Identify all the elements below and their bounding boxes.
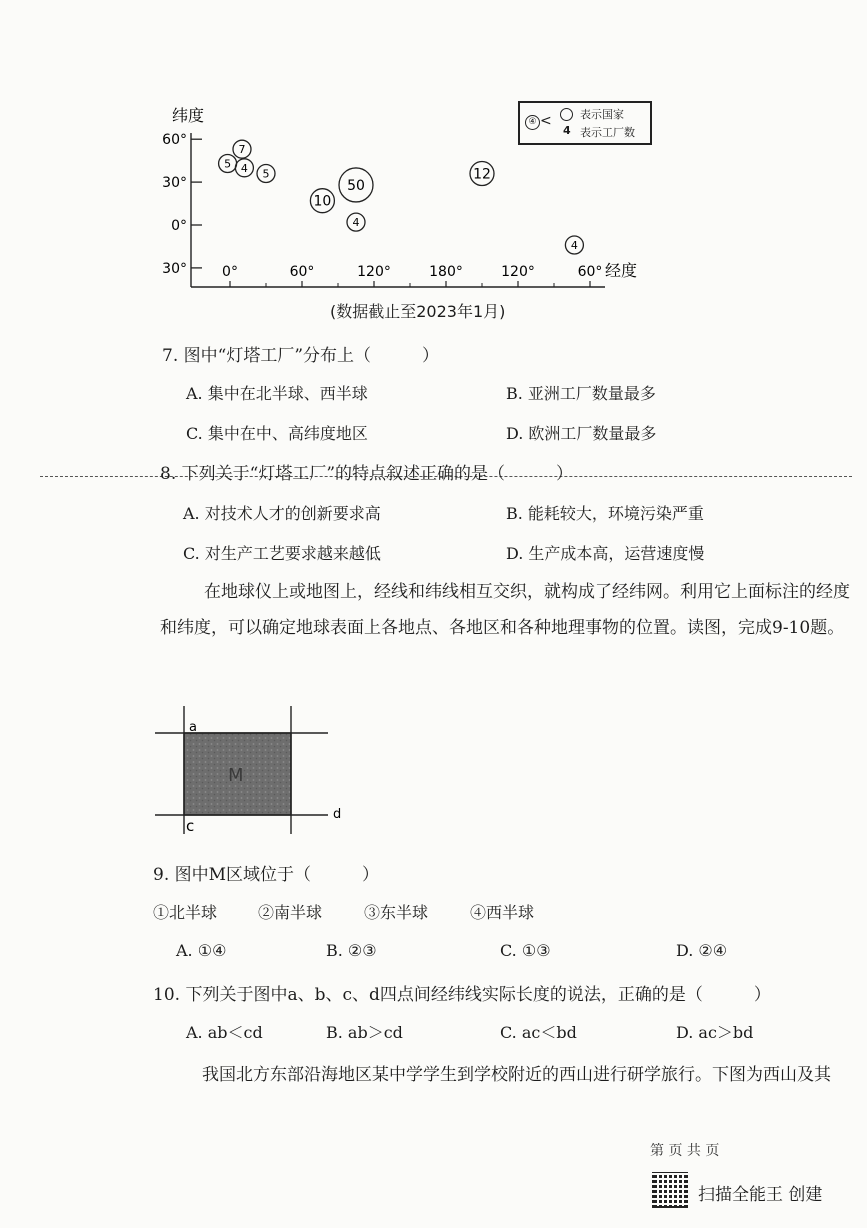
chart-legend [518,101,652,145]
q7-option-d[interactable]: D. 欧洲工厂数量最多 [506,424,657,443]
y-tick-label: 30° [162,175,187,192]
factory-count-label: 5 [262,167,270,181]
legend-arrow: < [540,113,552,129]
label-c: c [186,817,195,835]
question-8-stem: 8. 下列关于“灯塔工厂”的特点叙述正确的是（ ） [160,464,574,484]
factory-country-point [235,159,253,177]
q8-option-a[interactable]: A. 对技术人才的创新要求高 [183,504,381,523]
factory-count-label: 5 [224,157,232,171]
factory-country-point [233,140,251,158]
legend-country-text: 表示国家 [580,108,624,121]
factory-count-label: 50 [347,177,365,194]
legend-factory-text: 表示工厂数 [580,126,635,139]
factory-count-label: 4 [570,239,578,253]
x-tick-label: 120° [501,264,535,280]
factory-country-point [565,236,583,254]
x-axis-label: 经度 [605,261,638,280]
x-tick-label: 180° [429,264,463,280]
q10-option-d[interactable]: D. ac＞bd [676,1023,754,1042]
q7-option-a[interactable]: A. 集中在北半球、西半球 [186,384,368,403]
q9-option-d[interactable]: D. ②④ [676,941,728,960]
legend-example-number: ④ [528,117,537,127]
q10-option-b[interactable]: B. ab＞cd [326,1023,403,1042]
q9-choice-4: ④西半球 [470,903,535,922]
page-number: 第 页 共 页 [650,1143,720,1159]
q9-option-a[interactable]: A. ①④ [176,941,227,960]
q10-option-a[interactable]: A. ab＜cd [186,1023,263,1042]
q7-option-c[interactable]: C. 集中在中、高纬度地区 [186,424,368,443]
field-trip-passage: 我国北方东部沿海地区某中学学生到学校附近的西山进行研学旅行。下图为西山及其 [202,1065,831,1085]
question-9-stem: 9. 图中M区域位于（ ） [153,865,380,885]
scanner-watermark: 扫描全能王 创建 [698,1185,823,1205]
q7-option-b[interactable]: B. 亚洲工厂数量最多 [506,384,656,403]
q10-option-c[interactable]: C. ac＜bd [500,1023,577,1042]
legend-country-symbol [560,108,573,121]
factory-country-point [310,189,334,213]
factory-country-point [347,213,365,231]
legend-number-symbol: 4 [563,124,571,137]
y-tick-label: 0° [171,218,187,234]
label-a: a [189,720,197,735]
y-axis-label: 纬度 [172,106,205,125]
q9-option-c[interactable]: C. ①③ [500,941,551,960]
q8-option-c[interactable]: C. 对生产工艺要求越来越低 [183,544,381,563]
graticule-figure [150,700,360,840]
factory-country-point [257,165,275,183]
factory-count-label: 4 [352,216,360,230]
question-10-stem: 10. 下列关于图中a、b、c、d四点间经纬线实际长度的说法，正确的是（ ） [153,985,771,1005]
q9-choice-1: ①北半球 [153,903,218,922]
chart-caption: (数据截止至2023年1月) [330,302,506,321]
factory-count-label: 10 [313,193,332,210]
factory-count-label: 4 [240,161,248,175]
q9-option-b[interactable]: B. ②③ [326,941,377,960]
x-tick-label: 0° [222,264,238,280]
q8-option-b[interactable]: B. 能耗较大，环境污染严重 [506,504,704,523]
graticule-svg [150,700,360,840]
label-m: M [228,765,244,786]
q9-choice-2: ②南半球 [258,903,323,922]
qr-code-icon [652,1172,688,1208]
question-7-stem: 7. 图中“灯塔工厂”分布上（ ） [162,346,440,366]
factory-count-label: 12 [473,166,491,183]
q8-option-d[interactable]: D. 生产成本高，运营速度慢 [506,544,705,563]
y-tick-label: 30° [162,260,187,277]
factory-country-point [219,155,237,173]
y-tick-label: 60° [162,132,187,149]
q9-choice-3: ③东半球 [364,903,429,922]
x-tick-label: 60° [289,264,315,280]
legend-example-circle [525,115,540,130]
x-tick-label: 120° [357,264,391,280]
factory-country-point [470,162,494,186]
graticule-passage: 在地球仪上或地图上，经线和纬线相互交织，就构成了经纬网。利用它上面标注的经度和纬度，可以确定地球表面上各地点、各地区和各种地理事物的位置。读图，完成9-10题。 [160,582,850,638]
factory-country-point [339,168,373,202]
x-tick-label: 60° [577,264,603,280]
factory-count-label: 7 [238,143,246,157]
label-d: d [333,807,342,822]
